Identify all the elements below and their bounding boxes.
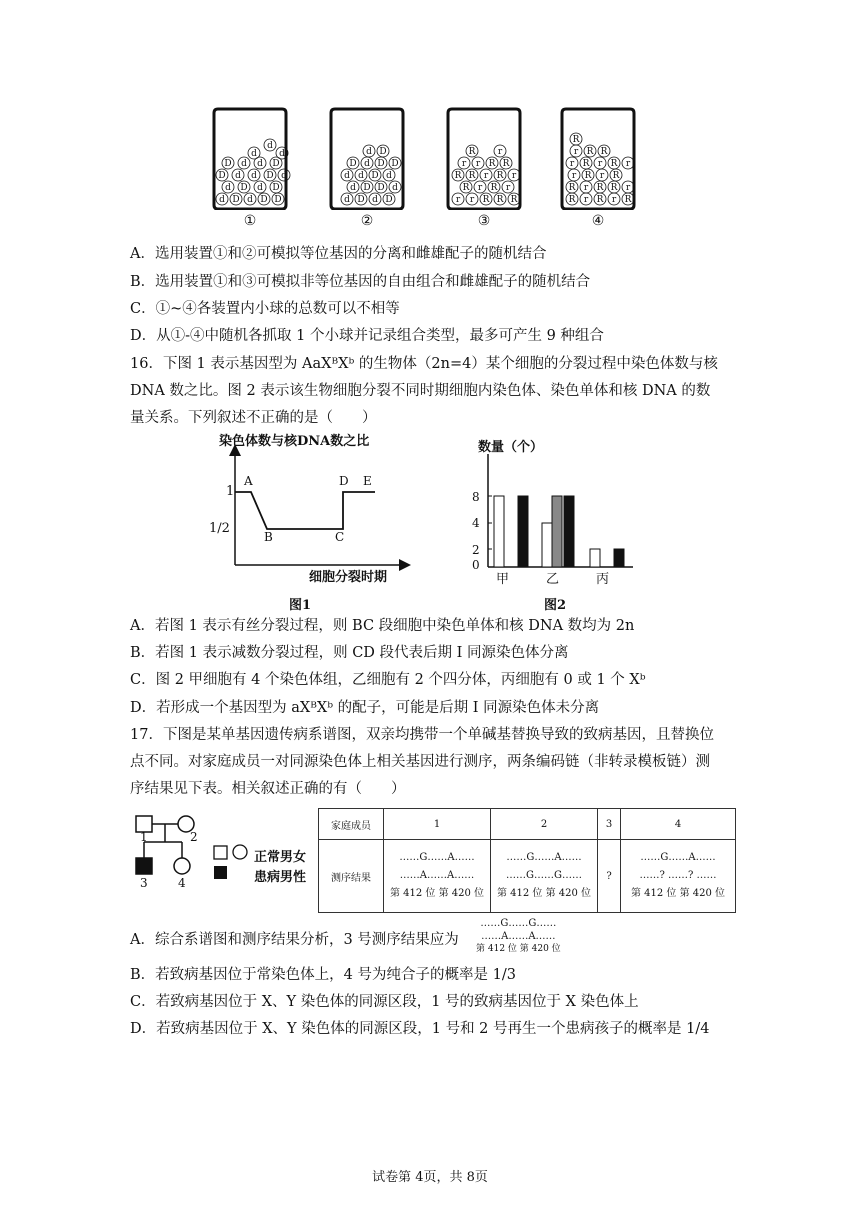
seq-position: 第 412 位 第 420 位 <box>389 888 485 899</box>
svg-text:d: d <box>219 195 225 205</box>
svg-text:R: R <box>596 183 604 193</box>
svg-text:r: r <box>571 171 577 181</box>
q17-option-b: B．若致病基因位于常染色体上，4 号为纯合子的概率是 1/3 <box>130 967 516 983</box>
seq-position: 第 412 位 第 420 位 <box>496 888 592 899</box>
beaker-4-drawing <box>556 105 640 210</box>
svg-text:d: d <box>225 183 231 193</box>
q16-stem-line-1: 16．下图 1 表示基因型为 AaXᴮXᵇ 的生物体（2n=4）某个细胞的分裂过程中染色体数与核 <box>130 356 718 372</box>
figure-2-ytick-2: 2 <box>472 543 480 557</box>
svg-text:R: R <box>610 183 618 193</box>
q17-option-a-sequence <box>476 917 561 956</box>
figure-2-category-jia: 甲 <box>496 572 510 587</box>
figure-2 <box>468 432 638 613</box>
svg-text:r: r <box>573 147 579 157</box>
svg-text:d: d <box>267 141 273 151</box>
svg-text:d: d <box>279 149 285 159</box>
svg-text:d: d <box>257 159 263 169</box>
svg-text:D: D <box>357 195 365 205</box>
figure-1 <box>205 430 430 613</box>
seq-line: ……G……G…… <box>480 918 557 929</box>
q17-stem-line-1: 17．下图是某单基因遗传病系谱图，双亲均携带一个单碱基替换导致的致病基因，且替换位 <box>130 727 714 743</box>
page-footer: 试卷第 4页，共 8页 <box>372 1170 488 1185</box>
q15-option-b: B．选用装置①和③可模拟非等位基因的自由组合和雌雄配子的随机结合 <box>130 274 591 290</box>
svg-text:d: d <box>358 171 364 181</box>
table-cell-member-1 <box>384 840 491 913</box>
q15-option-a: A．选用装置①和②可模拟等位基因的分离和雌雄配子的随机结合 <box>130 246 547 262</box>
beaker-figure <box>200 105 640 235</box>
svg-text:r: r <box>477 183 483 193</box>
svg-text:r: r <box>455 195 461 205</box>
figure-2-ylabel: 数量（个） <box>478 440 544 455</box>
svg-text:r: r <box>583 183 589 193</box>
svg-text:R: R <box>610 159 618 169</box>
bar-乙-1 <box>552 496 562 567</box>
seq-position: 第 412 位 第 420 位 <box>476 944 561 954</box>
svg-text:D: D <box>274 195 282 205</box>
q16-option-c: C．图 2 甲细胞有 4 个染色体组，乙细胞有 2 个四分体，丙细胞有 0 或 1 个 Xᵇ <box>130 672 646 688</box>
svg-text:r: r <box>469 195 475 205</box>
table-cell-member-2 <box>491 840 598 913</box>
svg-text:d: d <box>241 159 247 169</box>
bar-乙-2 <box>564 496 574 567</box>
svg-text:D: D <box>272 183 280 193</box>
bar-丙-2 <box>614 549 624 567</box>
table-cell-member-4 <box>621 840 736 913</box>
q17-stem-line-3: 序结果见下表。相关叙述正确的有（ ） <box>130 781 406 797</box>
svg-text:d: d <box>281 171 287 181</box>
svg-text:r: r <box>569 159 575 169</box>
svg-text:d: d <box>392 183 398 193</box>
beaker-2-drawing <box>325 105 409 210</box>
beaker-1-drawing <box>208 105 292 210</box>
svg-text:D: D <box>385 195 393 205</box>
figure-1-point-a: A <box>244 474 253 488</box>
bar-丙-0 <box>590 549 600 567</box>
svg-text:R: R <box>482 195 490 205</box>
q17-option-d: D．若致病基因位于 X、Y 染色体的同源区段，1 号和 2 号再生一个患病孩子的概率是 1/4 <box>130 1021 710 1037</box>
svg-text:d: d <box>350 183 356 193</box>
svg-text:d: d <box>366 147 372 157</box>
figure-1-point-d: D <box>339 474 349 488</box>
svg-text:r: r <box>497 147 503 157</box>
q16-option-a: A．若图 1 表示有丝分裂过程，则 BC 段细胞中染色单体和核 DNA 数均为 2n <box>130 618 635 634</box>
beaker-4 <box>556 105 640 230</box>
svg-text:d: d <box>344 195 350 205</box>
svg-text:R: R <box>586 147 594 157</box>
bar-甲-0 <box>494 496 504 567</box>
bar-甲-2 <box>518 496 528 567</box>
svg-text:r: r <box>625 159 631 169</box>
q17-option-a: A．综合系谱图和测序结果分析，3 号测序结果应为 <box>130 932 459 948</box>
figure-1-ylabel: 染色体数与核DNA数之比 <box>219 434 370 449</box>
svg-text:d: d <box>251 149 257 159</box>
seq-line: ……A……A…… <box>399 870 475 881</box>
beaker-1 <box>208 105 292 230</box>
beaker-label: ③ <box>477 213 491 229</box>
svg-text:D: D <box>218 171 226 181</box>
svg-text:R: R <box>462 183 470 193</box>
svg-text:R: R <box>612 171 620 181</box>
svg-text:R: R <box>510 195 518 205</box>
svg-text:r: r <box>611 195 617 205</box>
svg-text:r: r <box>625 183 631 193</box>
svg-text:r: r <box>599 171 605 181</box>
svg-text:R: R <box>502 159 510 169</box>
svg-text:R: R <box>490 183 498 193</box>
svg-text:D: D <box>266 171 274 181</box>
svg-text:D: D <box>377 159 385 169</box>
table-header-4: 4 <box>621 809 736 840</box>
svg-text:r: r <box>483 171 489 181</box>
svg-text:D: D <box>260 195 268 205</box>
svg-text:r: r <box>475 159 481 169</box>
pedigree-legend-symbols <box>212 842 252 882</box>
svg-text:R: R <box>600 147 608 157</box>
svg-text:D: D <box>232 195 240 205</box>
pedigree-id-3: 3 <box>140 876 148 890</box>
svg-text:R: R <box>624 195 632 205</box>
svg-text:R: R <box>454 171 462 181</box>
svg-text:r: r <box>597 159 603 169</box>
figure-1-point-b: B <box>264 530 273 544</box>
q16-stem-line-3: 量关系。下列叙述不正确的是（ ） <box>130 410 377 426</box>
seq-position: 第 412 位 第 420 位 <box>630 888 726 899</box>
svg-text:r: r <box>505 183 511 193</box>
seq-line: ……? ……? …… <box>639 870 717 881</box>
seq-line: ……A……A…… <box>481 931 556 942</box>
svg-text:d: d <box>247 195 253 205</box>
table-row-label: 测序结果 <box>319 840 384 913</box>
q17-option-c: C．若致病基因位于 X、Y 染色体的同源区段，1 号的致病基因位于 X 染色体上 <box>130 994 639 1010</box>
figure-1-ytick-half: 1/2 <box>209 521 230 536</box>
svg-text:R: R <box>584 171 592 181</box>
figure-1-point-c: C <box>335 530 345 544</box>
svg-text:R: R <box>582 159 590 169</box>
figure-1-xlabel: 细胞分裂时期 <box>309 570 388 585</box>
figure-2-caption: 图2 <box>544 598 567 613</box>
pedigree-legend-normal: 正常男女 <box>254 850 307 865</box>
svg-text:R: R <box>572 135 580 145</box>
seq-line: ……G……A…… <box>399 852 475 863</box>
beaker-2 <box>325 105 409 230</box>
svg-text:D: D <box>377 183 385 193</box>
svg-text:D: D <box>379 147 387 157</box>
svg-text:r: r <box>511 171 517 181</box>
svg-text:r: r <box>583 195 589 205</box>
svg-text:D: D <box>240 183 248 193</box>
svg-text:d: d <box>251 171 257 181</box>
svg-text:r: r <box>461 159 467 169</box>
table-header-1: 1 <box>384 809 491 840</box>
q15-option-c: C．①~④各装置内小球的总数可以不相等 <box>130 301 400 317</box>
svg-text:D: D <box>371 171 379 181</box>
table-header-2: 2 <box>491 809 598 840</box>
beaker-label: ④ <box>591 213 605 229</box>
svg-text:R: R <box>488 159 496 169</box>
pedigree-figure <box>132 812 312 892</box>
q16-option-d: D．若形成一个基因型为 aXᴮXᵇ 的配子，可能是后期 I 同源染色体未分离 <box>130 700 600 716</box>
figure-1-point-e: E <box>363 474 372 488</box>
figure-1-caption: 图1 <box>289 598 312 613</box>
svg-text:D: D <box>363 183 371 193</box>
svg-text:d: d <box>386 171 392 181</box>
table-cell-member-3: ? <box>598 840 621 913</box>
pedigree-id-2: 2 <box>190 830 198 844</box>
figure-2-ytick-8: 8 <box>472 490 480 504</box>
svg-text:R: R <box>568 183 576 193</box>
beaker-3-drawing <box>442 105 526 210</box>
svg-text:D: D <box>224 159 232 169</box>
table-header-member: 家庭成员 <box>319 809 384 840</box>
figure-2-ytick-4: 4 <box>472 516 480 530</box>
svg-text:d: d <box>364 159 370 169</box>
svg-text:R: R <box>496 195 504 205</box>
svg-text:d: d <box>344 171 350 181</box>
figure-2-category-yi: 乙 <box>546 572 560 587</box>
beaker-label: ② <box>360 213 374 229</box>
q17-stem-line-2: 点不同。对家庭成员一对同源染色体上相关基因进行测序，两条编码链（非转录模板链）测 <box>130 754 710 770</box>
svg-text:R: R <box>496 171 504 181</box>
beaker-label: ① <box>243 213 257 229</box>
pedigree-id-1: 1 <box>140 830 148 844</box>
svg-text:R: R <box>568 195 576 205</box>
seq-line: ……G……G…… <box>506 870 582 881</box>
sequencing-table <box>318 808 736 913</box>
table-header-3: 3 <box>598 809 621 840</box>
svg-text:D: D <box>391 159 399 169</box>
figure-1-ytick-1: 1 <box>226 484 235 499</box>
svg-text:R: R <box>596 195 604 205</box>
svg-text:R: R <box>468 171 476 181</box>
svg-text:R: R <box>468 147 476 157</box>
beaker-3 <box>442 105 526 230</box>
pedigree-legend-affected: 患病男性 <box>254 870 307 885</box>
figure-2-ytick-0: 0 <box>472 558 480 572</box>
svg-text:d: d <box>257 183 263 193</box>
figure-2-category-bing: 丙 <box>596 572 610 587</box>
q16-stem-line-2: DNA 数之比。图 2 表示该生物细胞分裂不同时期细胞内染色体、染色单体和核 DNA 的数 <box>130 383 711 399</box>
pedigree-id-4: 4 <box>178 876 186 890</box>
seq-line: ……G……A…… <box>506 852 582 863</box>
seq-line: ……G……A…… <box>640 852 716 863</box>
q16-option-b: B．若图 1 表示减数分裂过程，则 CD 段代表后期 I 同源染色体分离 <box>130 645 569 661</box>
svg-text:d: d <box>372 195 378 205</box>
svg-text:d: d <box>235 171 241 181</box>
svg-text:D: D <box>349 159 357 169</box>
q15-option-d: D．从①-④中随机各抓取 1 个小球并记录组合类型，最多可产生 9 种组合 <box>130 328 604 344</box>
bar-乙-0 <box>542 523 552 567</box>
svg-text:D: D <box>272 159 280 169</box>
